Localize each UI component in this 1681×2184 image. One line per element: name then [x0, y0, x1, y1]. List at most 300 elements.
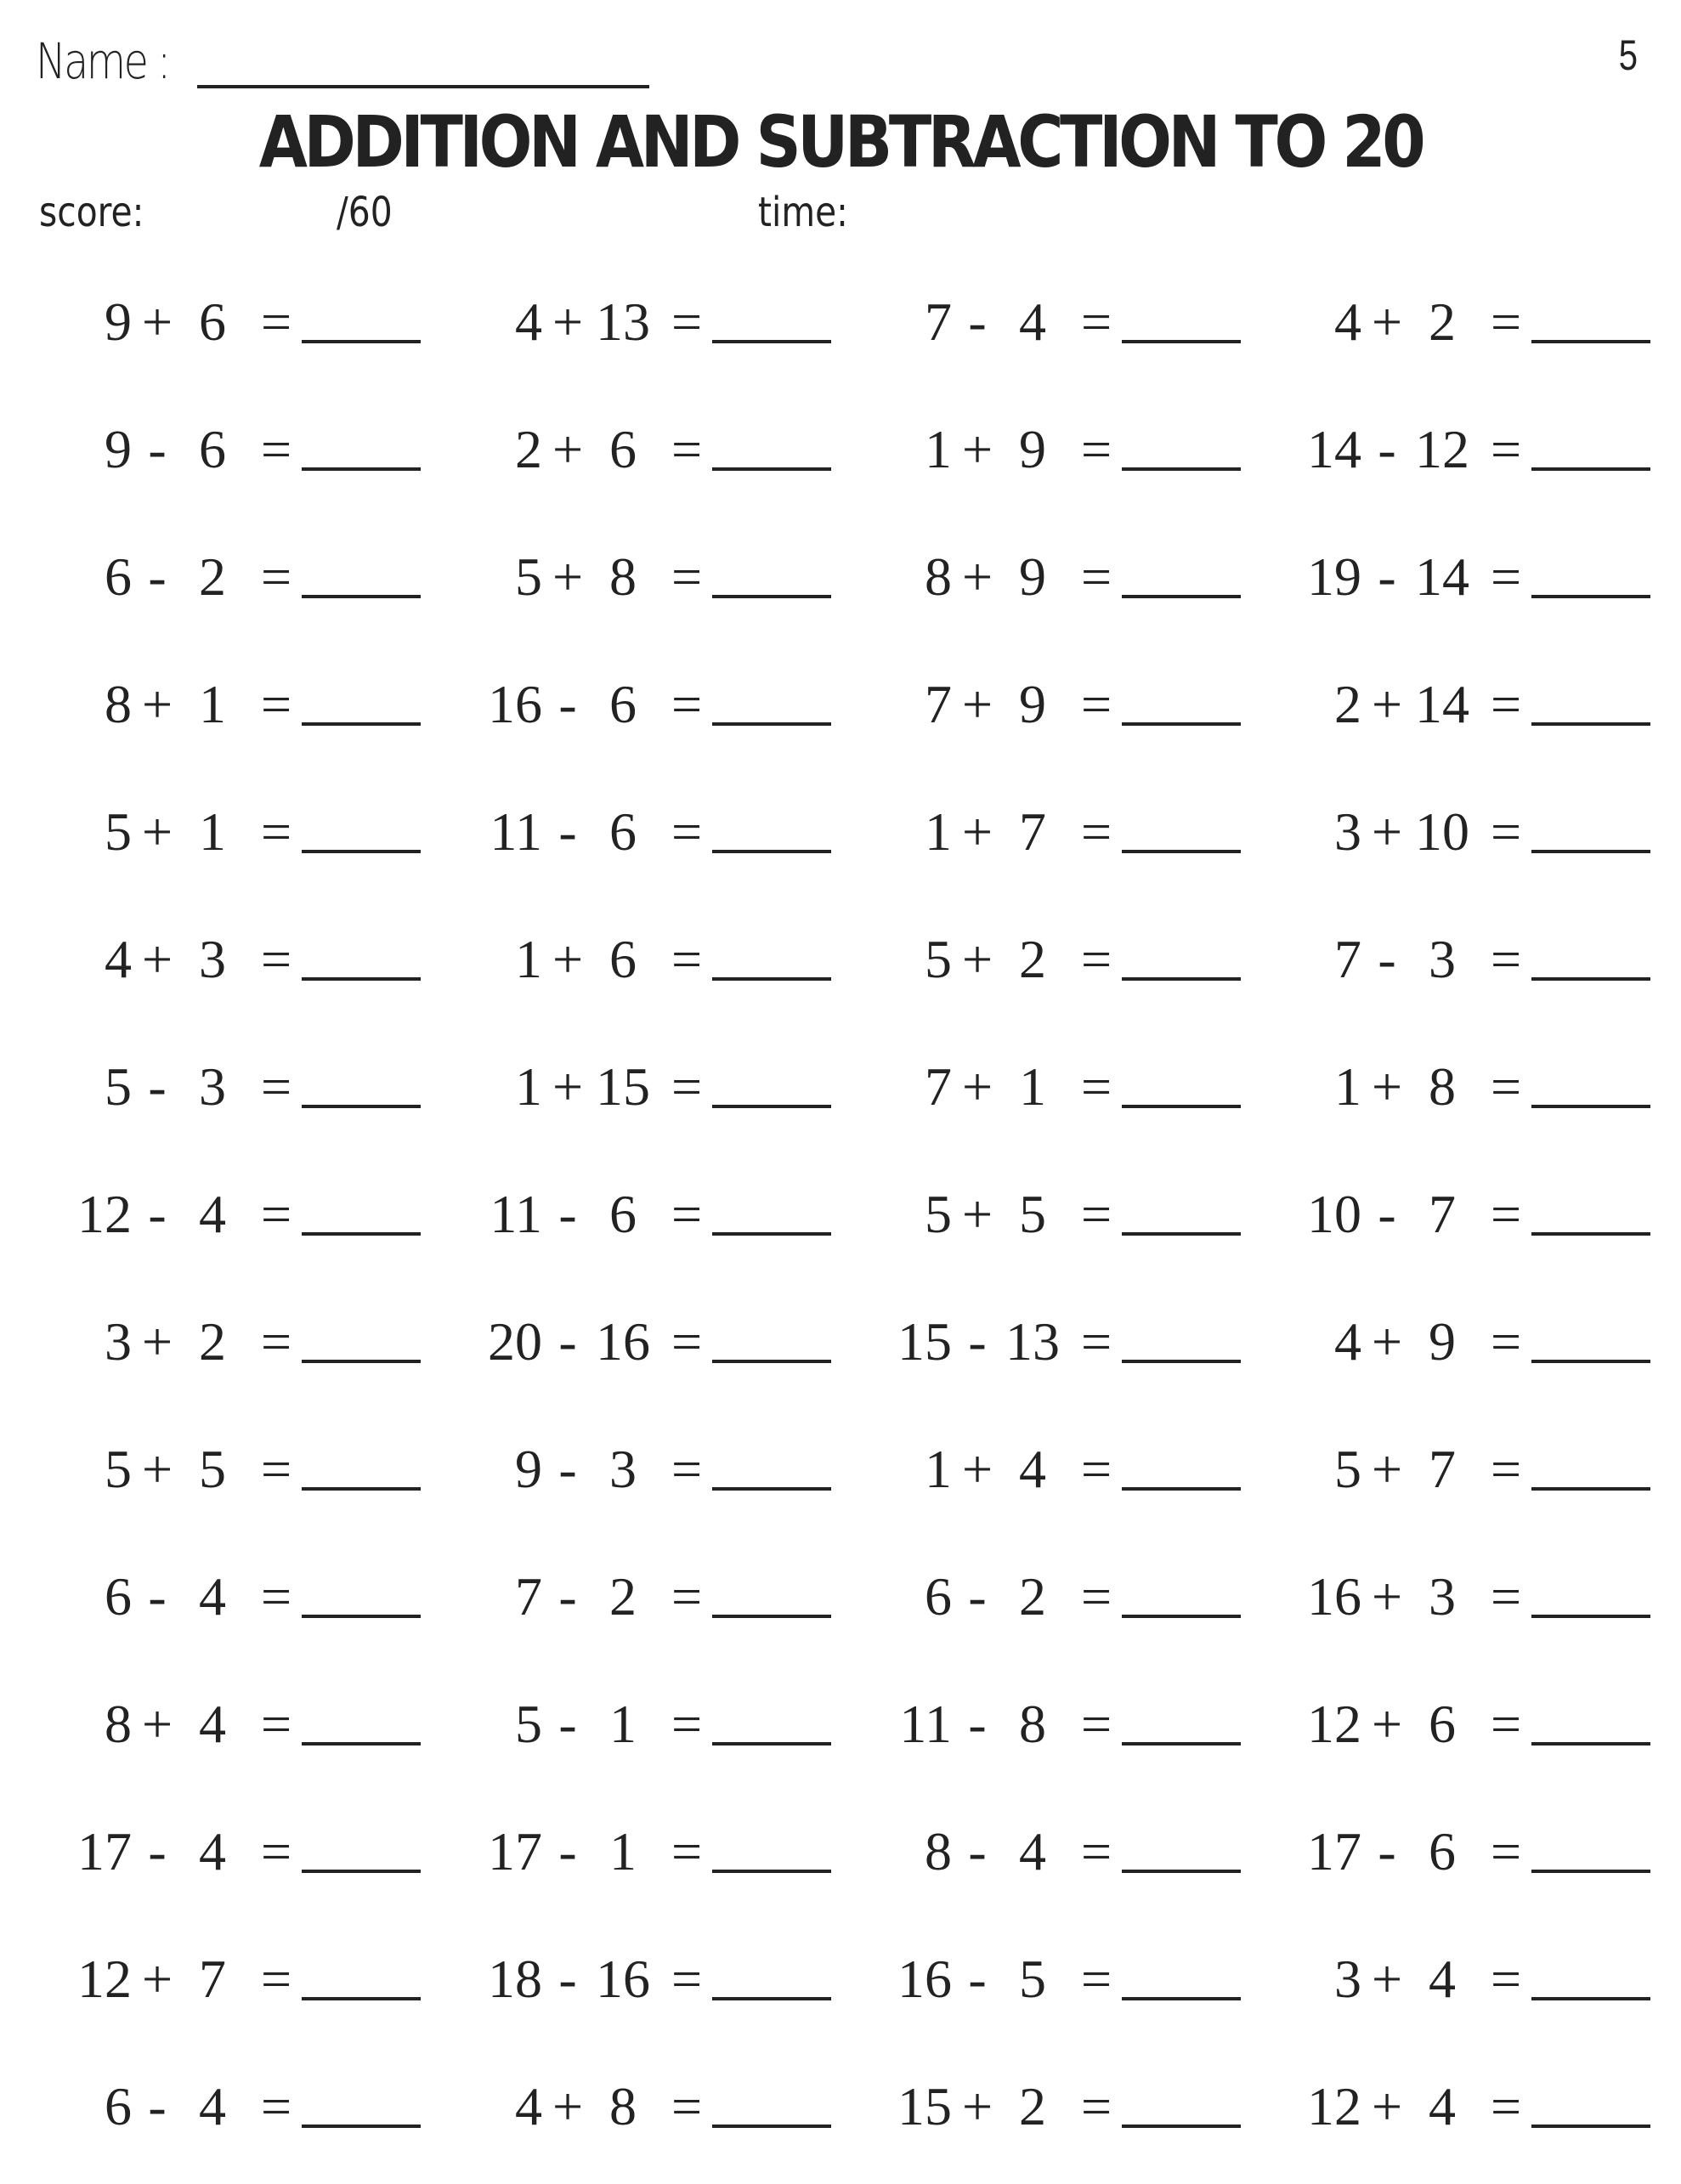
- operator: -: [148, 1821, 167, 1881]
- equals-sign: =: [1490, 801, 1522, 862]
- problem: [1276, 1802, 1681, 1895]
- first-operand: 1: [925, 1439, 952, 1499]
- operator: +: [961, 2076, 993, 2136]
- problem: [867, 1802, 1276, 1895]
- problem-row: [0, 1802, 1681, 1929]
- answer-blank[interactable]: [302, 595, 421, 598]
- second-operand: 15: [596, 1056, 650, 1117]
- first-operand: 4: [1334, 291, 1361, 352]
- problem: [457, 1292, 867, 1385]
- second-operand: 7: [199, 1949, 226, 2009]
- answer-blank[interactable]: [302, 1360, 421, 1363]
- operator: -: [558, 1566, 577, 1627]
- second-operand: 2: [199, 546, 226, 607]
- answer-blank[interactable]: [302, 850, 421, 853]
- second-operand: 6: [609, 1184, 637, 1244]
- equals-sign: =: [1490, 929, 1522, 989]
- equals-sign: =: [1080, 801, 1112, 862]
- answer-blank[interactable]: [1531, 1360, 1650, 1363]
- first-operand: 1: [515, 1056, 542, 1117]
- answer-blank[interactable]: [1122, 1360, 1241, 1363]
- first-operand: 7: [925, 674, 952, 734]
- equals-sign: =: [260, 1694, 292, 1754]
- name-label: Name :: [36, 32, 169, 90]
- operator: +: [552, 929, 584, 989]
- equals-sign: =: [260, 674, 292, 734]
- problem-row: [0, 909, 1681, 1037]
- operator: +: [1371, 674, 1403, 734]
- problem: [457, 1674, 867, 1768]
- equals-sign: =: [1490, 1821, 1522, 1881]
- operator: -: [148, 1056, 167, 1117]
- operator: -: [148, 546, 167, 607]
- second-operand: 8: [1429, 1056, 1456, 1117]
- answer-blank[interactable]: [1531, 977, 1650, 981]
- score-label: score:: [39, 189, 144, 236]
- operator: -: [148, 1184, 167, 1244]
- answer-blank[interactable]: [1531, 1742, 1650, 1746]
- first-operand: 1: [1334, 1056, 1361, 1117]
- equals-sign: =: [671, 1439, 703, 1499]
- second-operand: 2: [1429, 291, 1456, 352]
- first-operand: 6: [105, 1566, 132, 1627]
- answer-blank[interactable]: [1122, 595, 1241, 598]
- second-operand: 14: [1415, 674, 1469, 734]
- score-total: /60: [337, 189, 393, 236]
- answer-blank[interactable]: [1122, 1742, 1241, 1746]
- equals-sign: =: [1490, 1056, 1522, 1117]
- problem: [457, 1929, 867, 2023]
- equals-sign: =: [1490, 1439, 1522, 1499]
- equals-sign: =: [671, 419, 703, 479]
- answer-blank[interactable]: [302, 340, 421, 343]
- problem: [457, 782, 867, 875]
- first-operand: 4: [515, 2076, 542, 2136]
- answer-blank[interactable]: [712, 1997, 831, 2000]
- answer-blank[interactable]: [712, 1232, 831, 1236]
- answer-blank[interactable]: [1531, 1487, 1650, 1491]
- operator: -: [558, 1949, 577, 2009]
- first-operand: 5: [925, 1184, 952, 1244]
- second-operand: 3: [1429, 929, 1456, 989]
- answer-blank[interactable]: [1531, 722, 1650, 726]
- first-operand: 1: [925, 419, 952, 479]
- equals-sign: =: [260, 801, 292, 862]
- operator: -: [1378, 419, 1396, 479]
- answer-blank[interactable]: [712, 595, 831, 598]
- first-operand: 3: [1334, 1949, 1361, 2009]
- second-operand: 7: [1019, 801, 1046, 862]
- first-operand: 15: [897, 1311, 952, 1372]
- operator: +: [552, 546, 584, 607]
- second-operand: 4: [199, 1566, 226, 1627]
- operator: -: [968, 1821, 987, 1881]
- problem-row: [0, 654, 1681, 782]
- operator: +: [141, 1949, 173, 2009]
- answer-blank[interactable]: [302, 722, 421, 726]
- equals-sign: =: [671, 2076, 703, 2136]
- first-operand: 8: [925, 546, 952, 607]
- first-operand: 14: [1307, 419, 1361, 479]
- operator: +: [552, 419, 584, 479]
- name-line[interactable]: [197, 85, 649, 88]
- answer-blank[interactable]: [302, 1232, 421, 1236]
- problem: [867, 1929, 1276, 2023]
- equals-sign: =: [1490, 1566, 1522, 1627]
- answer-blank[interactable]: [1531, 467, 1650, 471]
- problem-row: [0, 527, 1681, 654]
- first-operand: 9: [105, 419, 132, 479]
- answer-blank[interactable]: [302, 1742, 421, 1746]
- equals-sign: =: [671, 1694, 703, 1754]
- first-operand: 3: [105, 1311, 132, 1372]
- answer-blank[interactable]: [1531, 1232, 1650, 1236]
- answer-blank[interactable]: [1122, 1870, 1241, 1873]
- page-number: 5: [1618, 31, 1639, 79]
- answer-blank[interactable]: [1122, 722, 1241, 726]
- operator: +: [961, 801, 993, 862]
- equals-sign: =: [260, 1311, 292, 1372]
- first-operand: 5: [515, 1694, 542, 1754]
- operator: +: [141, 1311, 173, 1372]
- problem-row: [0, 1547, 1681, 1674]
- equals-sign: =: [1080, 1184, 1112, 1244]
- problem: [47, 1929, 456, 2023]
- second-operand: 5: [199, 1439, 226, 1499]
- second-operand: 6: [609, 674, 637, 734]
- equals-sign: =: [260, 1184, 292, 1244]
- operator: -: [1378, 1821, 1396, 1881]
- second-operand: 5: [1019, 1184, 1046, 1244]
- operator: +: [961, 546, 993, 607]
- equals-sign: =: [260, 1439, 292, 1499]
- equals-sign: =: [1080, 674, 1112, 734]
- first-operand: 16: [1307, 1566, 1361, 1627]
- problem-row: [0, 2057, 1681, 2184]
- first-operand: 12: [77, 1949, 132, 2009]
- first-operand: 6: [925, 1566, 952, 1627]
- operator: +: [1371, 1694, 1403, 1754]
- problem: [1276, 1164, 1681, 1258]
- second-operand: 13: [596, 291, 650, 352]
- problem: [867, 2057, 1276, 2150]
- operator: +: [141, 1694, 173, 1754]
- answer-blank[interactable]: [302, 1997, 421, 2000]
- problem: [47, 782, 456, 875]
- operator: -: [148, 419, 167, 479]
- second-operand: 13: [1005, 1311, 1060, 1372]
- problem: [457, 1164, 867, 1258]
- operator: +: [1371, 1311, 1403, 1372]
- second-operand: 7: [1429, 1439, 1456, 1499]
- answer-blank[interactable]: [1122, 467, 1241, 471]
- first-operand: 5: [105, 1439, 132, 1499]
- operator: +: [141, 929, 173, 989]
- first-operand: 9: [105, 291, 132, 352]
- problem: [1276, 1037, 1681, 1130]
- answer-blank[interactable]: [1122, 977, 1241, 981]
- answer-blank[interactable]: [1531, 850, 1650, 853]
- first-operand: 18: [488, 1949, 542, 2009]
- first-operand: 8: [105, 674, 132, 734]
- answer-blank[interactable]: [712, 467, 831, 471]
- operator: -: [1378, 1184, 1396, 1244]
- second-operand: 4: [199, 1184, 226, 1244]
- first-operand: 5: [105, 1056, 132, 1117]
- second-operand: 4: [199, 2076, 226, 2136]
- second-operand: 9: [1019, 419, 1046, 479]
- problem-row: [0, 272, 1681, 399]
- equals-sign: =: [260, 419, 292, 479]
- problem-row: [0, 1037, 1681, 1164]
- first-operand: 5: [105, 801, 132, 862]
- problem: [867, 527, 1276, 620]
- operator: -: [558, 1694, 577, 1754]
- problem: [457, 654, 867, 748]
- second-operand: 2: [609, 1566, 637, 1627]
- problem: [1276, 1547, 1681, 1640]
- second-operand: 8: [609, 2076, 637, 2136]
- answer-blank[interactable]: [712, 1360, 831, 1363]
- equals-sign: =: [671, 1566, 703, 1627]
- second-operand: 4: [199, 1821, 226, 1881]
- second-operand: 4: [1019, 1821, 1046, 1881]
- answer-blank[interactable]: [1122, 1997, 1241, 2000]
- operator: +: [141, 801, 173, 862]
- second-operand: 4: [1429, 1949, 1456, 2009]
- problem: [867, 1674, 1276, 1768]
- first-operand: 1: [925, 801, 952, 862]
- first-operand: 4: [515, 291, 542, 352]
- answer-blank[interactable]: [1531, 1997, 1650, 2000]
- answer-blank[interactable]: [1122, 1487, 1241, 1491]
- equals-sign: =: [260, 1821, 292, 1881]
- problem-row: [0, 399, 1681, 527]
- second-operand: 4: [1429, 2076, 1456, 2136]
- equals-sign: =: [1080, 1311, 1112, 1372]
- second-operand: 5: [1019, 1949, 1046, 2009]
- operator: -: [558, 1311, 577, 1372]
- operator: +: [1371, 291, 1403, 352]
- problem: [457, 272, 867, 365]
- problem: [47, 654, 456, 748]
- answer-blank[interactable]: [1531, 1105, 1650, 1108]
- answer-blank[interactable]: [1531, 2125, 1650, 2128]
- problem: [1276, 527, 1681, 620]
- problem-row: [0, 1164, 1681, 1292]
- second-operand: 2: [1019, 1566, 1046, 1627]
- first-operand: 12: [1307, 1694, 1361, 1754]
- equals-sign: =: [671, 291, 703, 352]
- answer-blank[interactable]: [712, 722, 831, 726]
- second-operand: 9: [1019, 546, 1046, 607]
- problem: [47, 1292, 456, 1385]
- equals-sign: =: [1080, 1439, 1112, 1499]
- answer-blank[interactable]: [1122, 1105, 1241, 1108]
- first-operand: 10: [1307, 1184, 1361, 1244]
- first-operand: 5: [515, 546, 542, 607]
- operator: +: [961, 674, 993, 734]
- answer-blank[interactable]: [712, 850, 831, 853]
- problem: [1276, 782, 1681, 875]
- operator: +: [1371, 1439, 1403, 1499]
- operator: -: [1378, 546, 1396, 607]
- problem: [47, 2057, 456, 2150]
- answer-blank[interactable]: [302, 977, 421, 981]
- second-operand: 8: [1019, 1694, 1046, 1754]
- second-operand: 3: [199, 929, 226, 989]
- operator: -: [148, 2076, 167, 2136]
- operator: -: [558, 1184, 577, 1244]
- second-operand: 12: [1415, 419, 1469, 479]
- problem: [867, 1292, 1276, 1385]
- problem: [867, 399, 1276, 493]
- second-operand: 14: [1415, 546, 1469, 607]
- problem: [457, 527, 867, 620]
- answer-blank[interactable]: [302, 467, 421, 471]
- equals-sign: =: [1080, 419, 1112, 479]
- second-operand: 6: [609, 801, 637, 862]
- problem: [1276, 1929, 1681, 2023]
- second-operand: 1: [1019, 1056, 1046, 1117]
- second-operand: 3: [609, 1439, 637, 1499]
- first-operand: 17: [1307, 1821, 1361, 1881]
- answer-blank[interactable]: [1122, 2125, 1241, 2128]
- second-operand: 16: [596, 1311, 650, 1372]
- equals-sign: =: [1490, 674, 1522, 734]
- first-operand: 7: [925, 291, 952, 352]
- answer-blank[interactable]: [1122, 1232, 1241, 1236]
- second-operand: 6: [609, 929, 637, 989]
- first-operand: 5: [925, 929, 952, 989]
- operator: +: [961, 929, 993, 989]
- problem: [1276, 909, 1681, 1003]
- problem: [1276, 654, 1681, 748]
- equals-sign: =: [260, 929, 292, 989]
- problem: [867, 1419, 1276, 1513]
- first-operand: 4: [1334, 1311, 1361, 1372]
- equals-sign: =: [1490, 2076, 1522, 2136]
- equals-sign: =: [671, 801, 703, 862]
- problem-row: [0, 1419, 1681, 1547]
- operator: +: [961, 1184, 993, 1244]
- equals-sign: =: [1080, 2076, 1112, 2136]
- second-operand: 3: [1429, 1566, 1456, 1627]
- second-operand: 6: [1429, 1821, 1456, 1881]
- operator: +: [1371, 2076, 1403, 2136]
- answer-blank[interactable]: [1122, 1615, 1241, 1618]
- answer-blank[interactable]: [302, 1105, 421, 1108]
- first-operand: 16: [488, 674, 542, 734]
- problem: [47, 1547, 456, 1640]
- answer-blank[interactable]: [1122, 850, 1241, 853]
- answer-blank[interactable]: [712, 1487, 831, 1491]
- first-operand: 15: [897, 2076, 952, 2136]
- second-operand: 4: [1019, 291, 1046, 352]
- answer-blank[interactable]: [302, 1870, 421, 1873]
- equals-sign: =: [1490, 1184, 1522, 1244]
- answer-blank[interactable]: [302, 1615, 421, 1618]
- second-operand: 1: [199, 674, 226, 734]
- problem: [867, 272, 1276, 365]
- equals-sign: =: [260, 291, 292, 352]
- problem: [1276, 1419, 1681, 1513]
- second-operand: 3: [199, 1056, 226, 1117]
- answer-blank[interactable]: [1122, 340, 1241, 343]
- problem: [47, 1674, 456, 1768]
- answer-blank[interactable]: [1531, 1615, 1650, 1618]
- answer-blank[interactable]: [1531, 340, 1650, 343]
- equals-sign: =: [1080, 1056, 1112, 1117]
- problem: [457, 1037, 867, 1130]
- first-operand: 9: [515, 1439, 542, 1499]
- equals-sign: =: [1490, 291, 1522, 352]
- operator: -: [968, 1694, 987, 1754]
- second-operand: 6: [1429, 1694, 1456, 1754]
- worksheet-title: ADDITION AND SUBTRACTION TO 20: [258, 100, 1423, 184]
- operator: -: [558, 1439, 577, 1499]
- equals-sign: =: [1080, 1694, 1112, 1754]
- answer-blank[interactable]: [1531, 1870, 1650, 1873]
- first-operand: 1: [515, 929, 542, 989]
- first-operand: 4: [105, 929, 132, 989]
- problem: [457, 2057, 867, 2150]
- equals-sign: =: [1490, 1311, 1522, 1372]
- second-operand: 1: [609, 1694, 637, 1754]
- answer-blank[interactable]: [712, 1615, 831, 1618]
- equals-sign: =: [671, 1184, 703, 1244]
- equals-sign: =: [1490, 1949, 1522, 2009]
- answer-blank[interactable]: [1531, 595, 1650, 598]
- equals-sign: =: [260, 1949, 292, 2009]
- answer-blank[interactable]: [712, 1870, 831, 1873]
- problem: [47, 1164, 456, 1258]
- operator: +: [141, 291, 173, 352]
- problem: [47, 1037, 456, 1130]
- first-operand: 2: [1334, 674, 1361, 734]
- first-operand: 7: [515, 1566, 542, 1627]
- answer-blank[interactable]: [302, 1487, 421, 1491]
- second-operand: 4: [199, 1694, 226, 1754]
- answer-blank[interactable]: [302, 2125, 421, 2128]
- operator: -: [968, 291, 987, 352]
- problem: [457, 399, 867, 493]
- answer-blank[interactable]: [712, 1105, 831, 1108]
- answer-blank[interactable]: [712, 2125, 831, 2128]
- problem: [867, 1037, 1276, 1130]
- first-operand: 17: [488, 1821, 542, 1881]
- problem: [47, 1802, 456, 1895]
- first-operand: 19: [1307, 546, 1361, 607]
- problem: [1276, 399, 1681, 493]
- second-operand: 1: [609, 1821, 637, 1881]
- first-operand: 7: [925, 1056, 952, 1117]
- equals-sign: =: [260, 2076, 292, 2136]
- first-operand: 16: [897, 1949, 952, 2009]
- answer-blank[interactable]: [712, 340, 831, 343]
- equals-sign: =: [671, 546, 703, 607]
- first-operand: 7: [1334, 929, 1361, 989]
- answer-blank[interactable]: [712, 1742, 831, 1746]
- operator: -: [558, 674, 577, 734]
- first-operand: 20: [488, 1311, 542, 1372]
- equals-sign: =: [671, 674, 703, 734]
- first-operand: 8: [105, 1694, 132, 1754]
- answer-blank[interactable]: [712, 977, 831, 981]
- problem-row: [0, 1674, 1681, 1802]
- problem: [47, 1419, 456, 1513]
- operator: +: [961, 1056, 993, 1117]
